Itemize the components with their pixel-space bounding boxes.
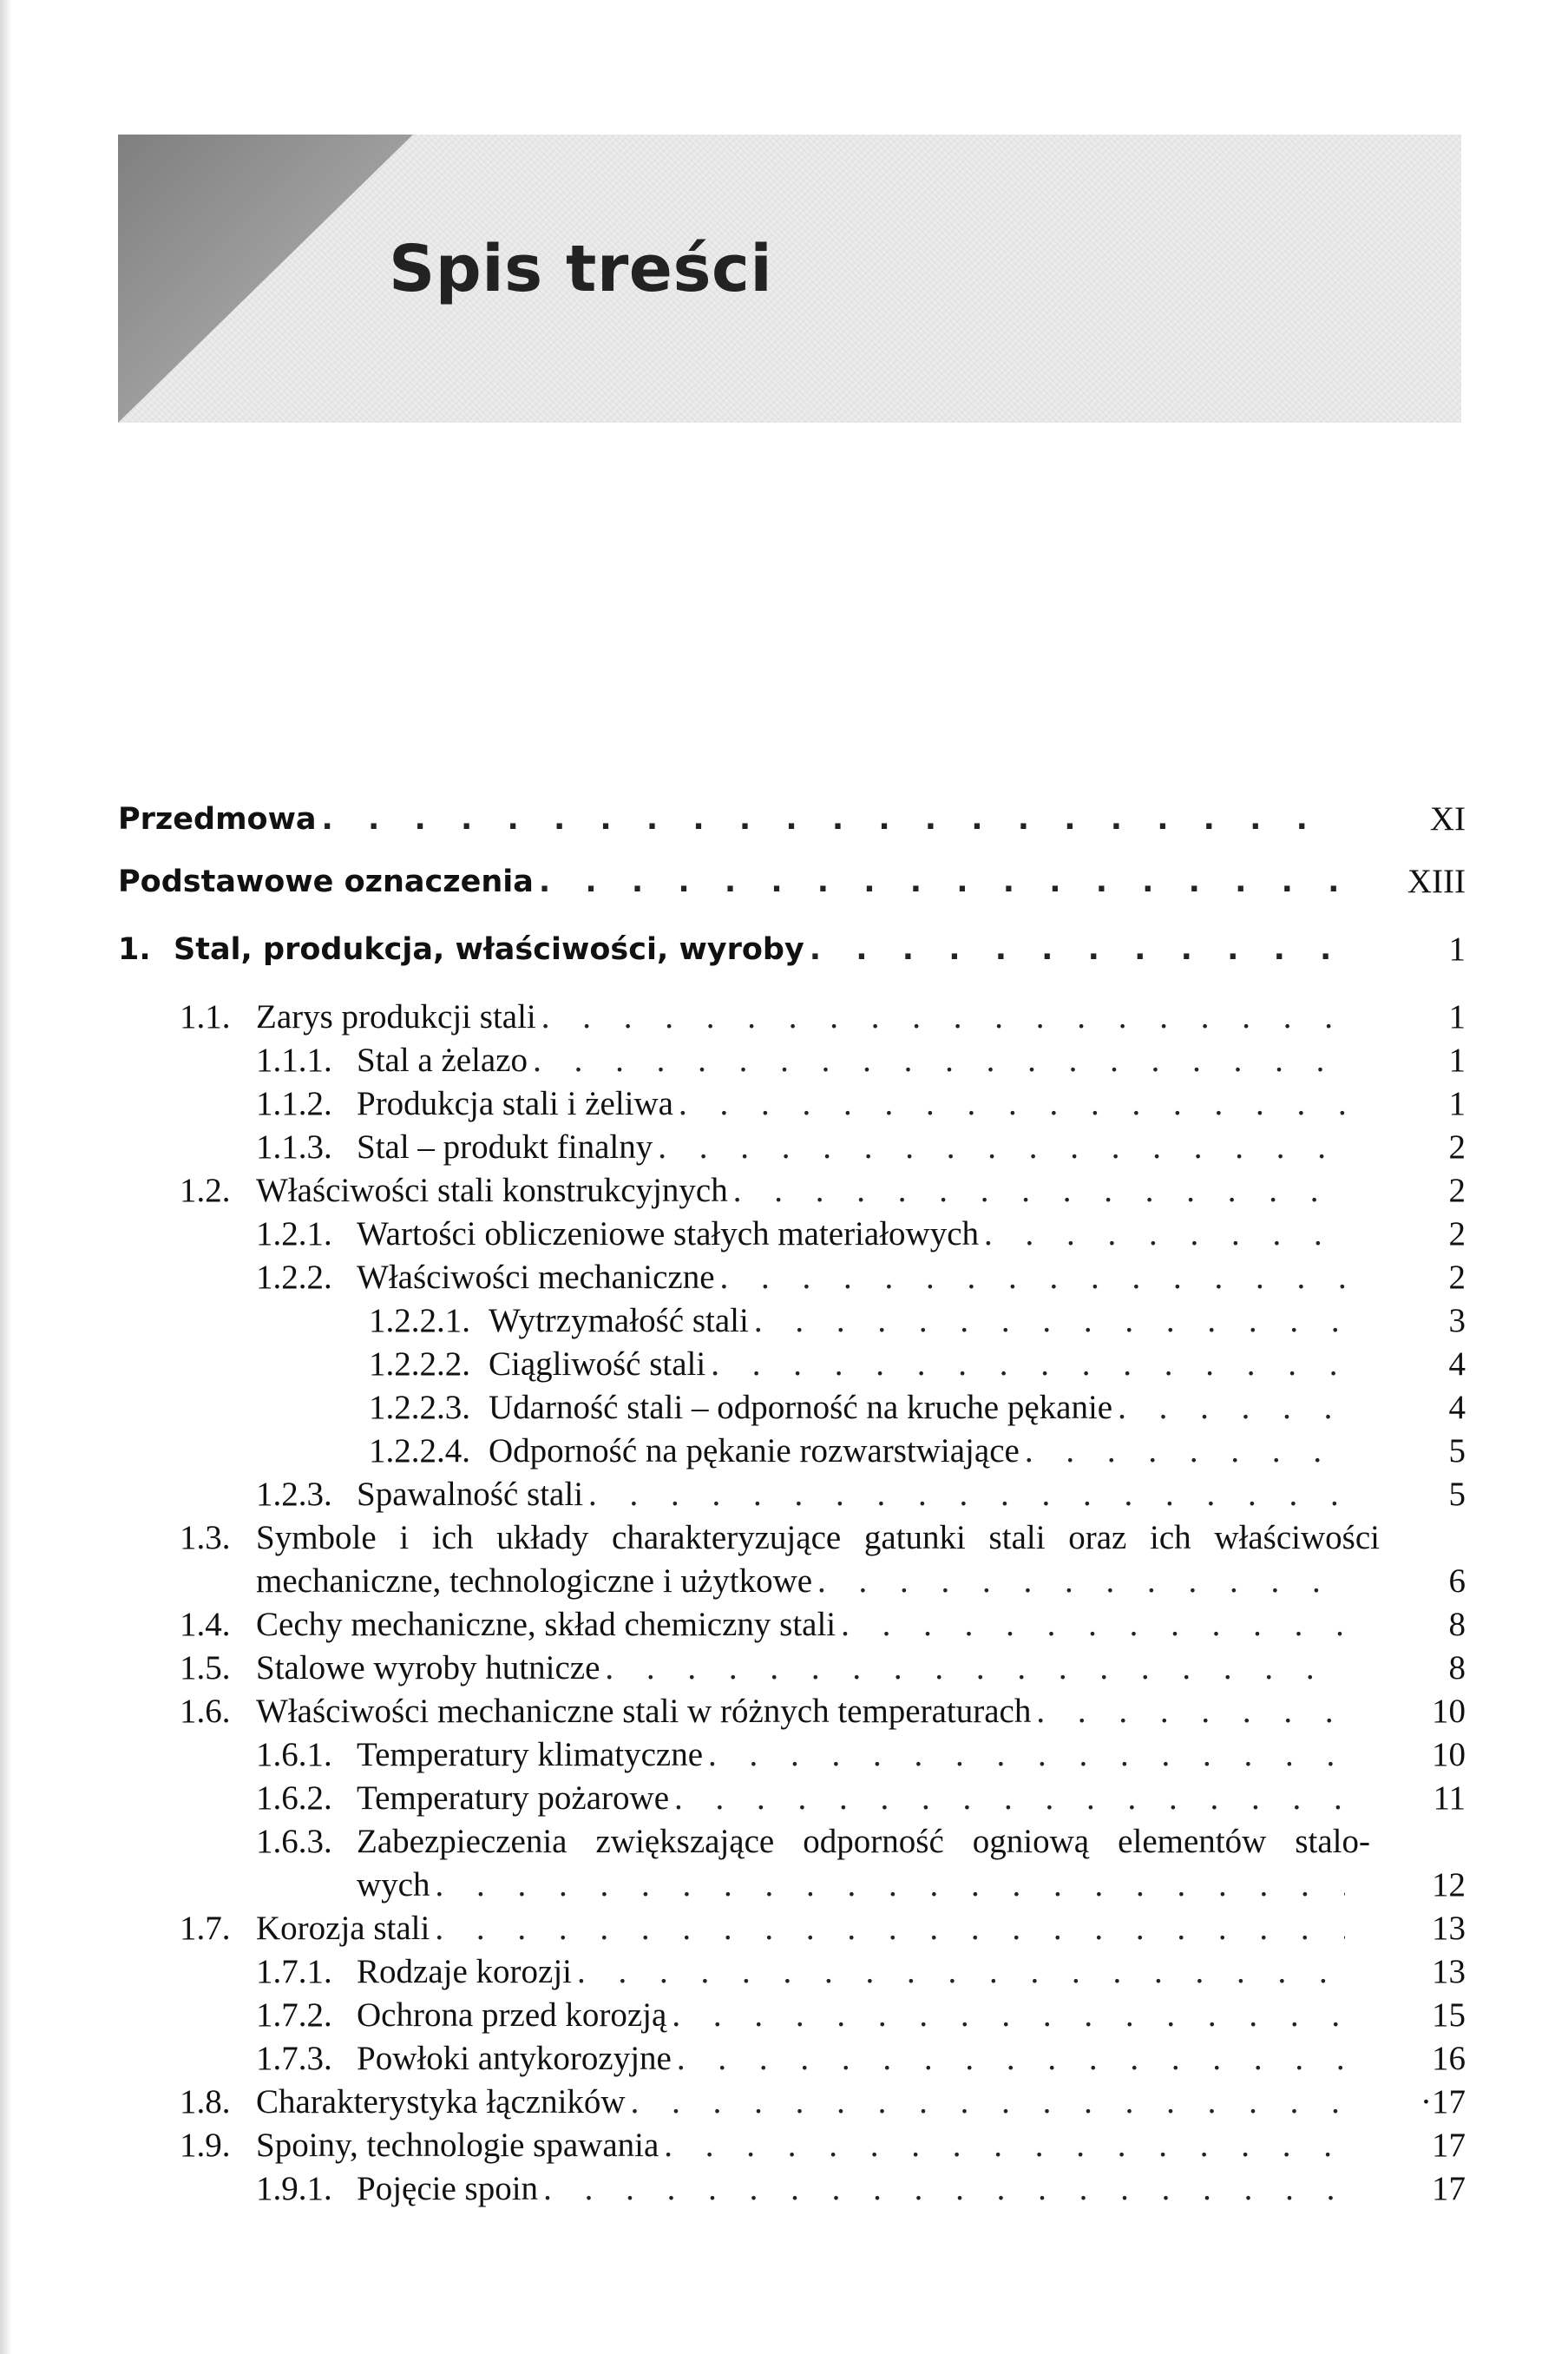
leader-dots — [672, 1993, 1345, 2038]
toc-entry-page: 17 — [1432, 2127, 1466, 2164]
toc-entry-page: 1 — [1448, 998, 1466, 1036]
toc-entry-chapter-1[interactable] — [0, 927, 1568, 972]
toc-entry-number: 1.2.2.3. — [369, 1389, 470, 1426]
toc-entry-number: 1.7.2. — [256, 1996, 332, 2034]
leader-dots — [631, 2080, 1345, 2125]
toc-entry-number: 1.9. — [180, 2127, 231, 2164]
toc-entry-title: Przedmowa — [118, 802, 317, 837]
toc-entry-page: 15 — [1432, 1996, 1466, 2034]
toc-entry-title: Zarys produkcji stali — [256, 998, 536, 1036]
toc-entry-title: Ochrona przed korozją — [357, 1996, 667, 2034]
toc-entry-title: Stal – produkt finalny — [357, 1128, 653, 1166]
toc-entry-title: Temperatury pożarowe — [357, 1779, 670, 1817]
toc-entry-title: Temperatury klimatyczne — [357, 1736, 704, 1773]
toc-entry-number: 1.2.2.4. — [369, 1432, 470, 1470]
leader-dots — [605, 1646, 1345, 1691]
toc-entry-title: Charakterystyka łączników — [256, 2083, 626, 2121]
toc-entry-title: Stal, produkcja, właściwości, wyroby — [174, 932, 804, 967]
leader-dots — [658, 1125, 1345, 1170]
toc-entry-number: 1.1.1. — [256, 1042, 332, 1079]
toc-entry-title: Korozja stali — [256, 1910, 430, 1947]
leader-dots — [543, 2167, 1345, 2212]
toc-entry-podstawowe-oznaczenia[interactable] — [0, 859, 1568, 904]
toc-entry-title: Symbole i ich układy charakteryzujące gatunki stali oraz ich właściwości — [256, 1519, 1380, 1556]
toc-entry-1-2-3[interactable] — [0, 1472, 1568, 1517]
toc-entry-1-6[interactable] — [0, 1689, 1568, 1734]
toc-entry-1-8[interactable] — [0, 2080, 1568, 2125]
toc-entry-1-2-2-2[interactable] — [0, 1342, 1568, 1387]
toc-entry-page: 10 — [1432, 1736, 1466, 1773]
toc-entry-number: 1.4. — [180, 1606, 231, 1643]
toc-entry-number: 1.6. — [180, 1693, 231, 1730]
leader-dots — [754, 1299, 1345, 1344]
toc-entry-title: Spawalność stali — [357, 1476, 584, 1513]
toc-entry-title: Odporność na pękanie rozwarstwiające — [489, 1432, 1020, 1470]
toc-entry-page: 1 — [1448, 1042, 1466, 1079]
toc-entry-1-7-1[interactable] — [0, 1950, 1568, 1995]
toc-entry-title: Ciągliwość stali — [489, 1345, 706, 1383]
toc-entry-title: Produkcja stali i żeliwa — [357, 1085, 673, 1122]
toc-entry-page: 3 — [1448, 1302, 1466, 1339]
toc-entry-number: 1.5. — [180, 1649, 231, 1687]
toc-entry-page: 2 — [1448, 1128, 1466, 1166]
toc-entry-page: 1 — [1448, 930, 1466, 968]
toc-entry-1-6-1[interactable] — [0, 1733, 1568, 1778]
toc-entry-page: 5 — [1448, 1432, 1466, 1470]
leader-dots — [1036, 1689, 1345, 1734]
toc-entry-1-1-2[interactable] — [0, 1082, 1568, 1127]
toc-entry-1-9-1[interactable] — [0, 2167, 1568, 2212]
toc-entry-1-6-2[interactable] — [0, 1776, 1568, 1821]
toc-entry-page: 16 — [1432, 2040, 1466, 2077]
page-title: Spis treści — [389, 232, 773, 306]
toc-entry-page: 2 — [1448, 1259, 1466, 1296]
toc-entry-title: Wytrzymałość stali — [489, 1302, 749, 1339]
leader-dots — [711, 1342, 1345, 1387]
toc-entry-1-1[interactable] — [0, 995, 1568, 1040]
toc-entry-number: 1.2.2.2. — [369, 1345, 470, 1383]
toc-entry-1-3[interactable] — [0, 1516, 1568, 1561]
toc-entry-page: 2 — [1448, 1215, 1466, 1253]
toc-entry-number: 1.7.1. — [256, 1953, 332, 1990]
leader-dots — [720, 1255, 1345, 1300]
leader-dots — [733, 1168, 1345, 1213]
toc-entry-page: 8 — [1448, 1649, 1466, 1687]
toc-entry-page: XI — [1429, 800, 1466, 838]
toc-entry-number: 1.6.3. — [256, 1823, 332, 1860]
toc-entry-1-1-1[interactable] — [0, 1038, 1568, 1083]
toc-entry-1-2[interactable] — [0, 1168, 1568, 1213]
toc-entry-title: Spoiny, technologie spawania — [256, 2127, 659, 2164]
toc-entry-number: 1.2.3. — [256, 1476, 332, 1513]
toc-entry-page: 1 — [1448, 1085, 1466, 1122]
toc-entry-page: ·17 — [1420, 2083, 1466, 2121]
toc-entry-1-2-2-1[interactable] — [0, 1299, 1568, 1344]
toc-entry-number: 1.1.3. — [256, 1128, 332, 1166]
toc-entry-1-2-2-3[interactable] — [0, 1385, 1568, 1430]
toc-entry-number: 1.8. — [180, 2083, 231, 2121]
toc-entry-przedmowa[interactable] — [0, 797, 1568, 842]
toc-entry-number: 1.7. — [180, 1910, 231, 1947]
toc-entry-page: 2 — [1448, 1172, 1466, 1209]
toc-entry-title: Zabezpieczenia zwiększające odporność ogniową elementów stalo- — [357, 1823, 1370, 1860]
toc-entry-1-6-3[interactable] — [0, 1819, 1568, 1864]
toc-entry-number: 1.9.1. — [256, 2170, 332, 2207]
toc-entry-page: 4 — [1448, 1389, 1466, 1426]
leader-dots — [708, 1733, 1345, 1778]
toc-entry-page: 4 — [1448, 1345, 1466, 1383]
leader-dots — [810, 927, 1345, 972]
leader-dots — [841, 1602, 1345, 1647]
toc-entry-title-continued: mechaniczne, technologiczne i użytkowe — [256, 1562, 813, 1600]
leader-dots — [674, 1776, 1345, 1821]
toc-entry-title: Właściwości mechaniczne — [357, 1259, 715, 1296]
leader-dots — [539, 859, 1345, 904]
toc-entry-page: 12 — [1432, 1866, 1466, 1904]
toc-entry-title-continued: wych — [357, 1866, 430, 1904]
leader-dots — [677, 2036, 1345, 2081]
toc-entry-title: Rodzaje korozji — [357, 1953, 572, 1990]
toc-entry-page: 10 — [1432, 1693, 1466, 1730]
chapter-banner — [118, 135, 1461, 423]
toc-entry-1-7-3[interactable] — [0, 2036, 1568, 2081]
toc-entry-title: Właściwości stali konstrukcyjnych — [256, 1172, 728, 1209]
toc-entry-1-2-1[interactable] — [0, 1212, 1568, 1257]
toc-entry-page: 6 — [1448, 1562, 1466, 1600]
toc-entry-page: 5 — [1448, 1476, 1466, 1513]
toc-entry-page: XIII — [1407, 863, 1466, 900]
toc-entry-title: Właściwości mechaniczne stali w różnych temperaturach — [256, 1693, 1032, 1730]
toc-entry-1-9[interactable] — [0, 2123, 1568, 2168]
leader-dots — [1118, 1385, 1345, 1430]
toc-entry-title: Stal a żelazo — [357, 1042, 528, 1079]
leader-dots — [541, 995, 1345, 1040]
leader-dots — [435, 1863, 1345, 1908]
toc-entry-number: 1.1. — [180, 998, 231, 1036]
banner-triangle-decoration — [118, 135, 413, 423]
toc-entry-1-7[interactable] — [0, 1906, 1568, 1951]
leader-dots — [322, 797, 1345, 842]
toc-entry-title: Cechy mechaniczne, skład chemiczny stali — [256, 1606, 836, 1643]
toc-entry-title: Podstawowe oznaczenia — [118, 865, 534, 899]
toc-entry-page: 13 — [1432, 1910, 1466, 1947]
toc-entry-title: Stalowe wyroby hutnicze — [256, 1649, 600, 1687]
leader-dots — [679, 1082, 1345, 1127]
leader-dots — [984, 1212, 1345, 1257]
leader-dots — [533, 1038, 1345, 1083]
toc-entry-number: 1.6.1. — [256, 1736, 332, 1773]
toc-entry-title: Udarność stali – odporność na kruche pękanie — [489, 1389, 1113, 1426]
toc-entry-1-5[interactable] — [0, 1646, 1568, 1691]
toc-entry-number: 1.1.2. — [256, 1085, 332, 1122]
toc-entry-number: 1. — [118, 932, 151, 967]
toc-entry-number: 1.7.3. — [256, 2040, 332, 2077]
leader-dots — [1025, 1429, 1345, 1474]
toc-entry-number: 1.2.2. — [256, 1259, 332, 1296]
toc-entry-number: 1.2.1. — [256, 1215, 332, 1253]
toc-entry-number: 1.2.2.1. — [369, 1302, 470, 1339]
toc-entry-page: 17 — [1432, 2170, 1466, 2207]
toc-entry-number: 1.2. — [180, 1172, 231, 1209]
leader-dots — [577, 1950, 1345, 1995]
toc-entry-1-3-continued[interactable] — [0, 1559, 1568, 1604]
leader-dots — [588, 1472, 1345, 1517]
toc-entry-title: Pojęcie spoin — [357, 2170, 539, 2207]
toc-entry-1-1-3[interactable] — [0, 1125, 1568, 1170]
toc-entry-title: Powłoki antykorozyjne — [357, 2040, 672, 2077]
toc-entry-1-7-2[interactable] — [0, 1993, 1568, 2038]
toc-entry-number: 1.6.2. — [256, 1779, 332, 1817]
toc-entry-title: Wartości obliczeniowe stałych materiałowych — [357, 1215, 980, 1253]
toc-entry-page: 13 — [1432, 1953, 1466, 1990]
toc-entry-number: 1.3. — [180, 1519, 231, 1556]
toc-entry-page: 11 — [1433, 1779, 1466, 1817]
leader-dots — [817, 1559, 1345, 1604]
toc-entry-1-2-2-4[interactable] — [0, 1429, 1568, 1474]
toc-entry-1-6-3-continued[interactable] — [0, 1863, 1568, 1908]
toc-entry-1-4[interactable] — [0, 1602, 1568, 1647]
toc-entry-1-2-2[interactable] — [0, 1255, 1568, 1300]
leader-dots — [435, 1906, 1345, 1951]
toc-entry-page: 8 — [1448, 1606, 1466, 1643]
leader-dots — [664, 2123, 1345, 2168]
